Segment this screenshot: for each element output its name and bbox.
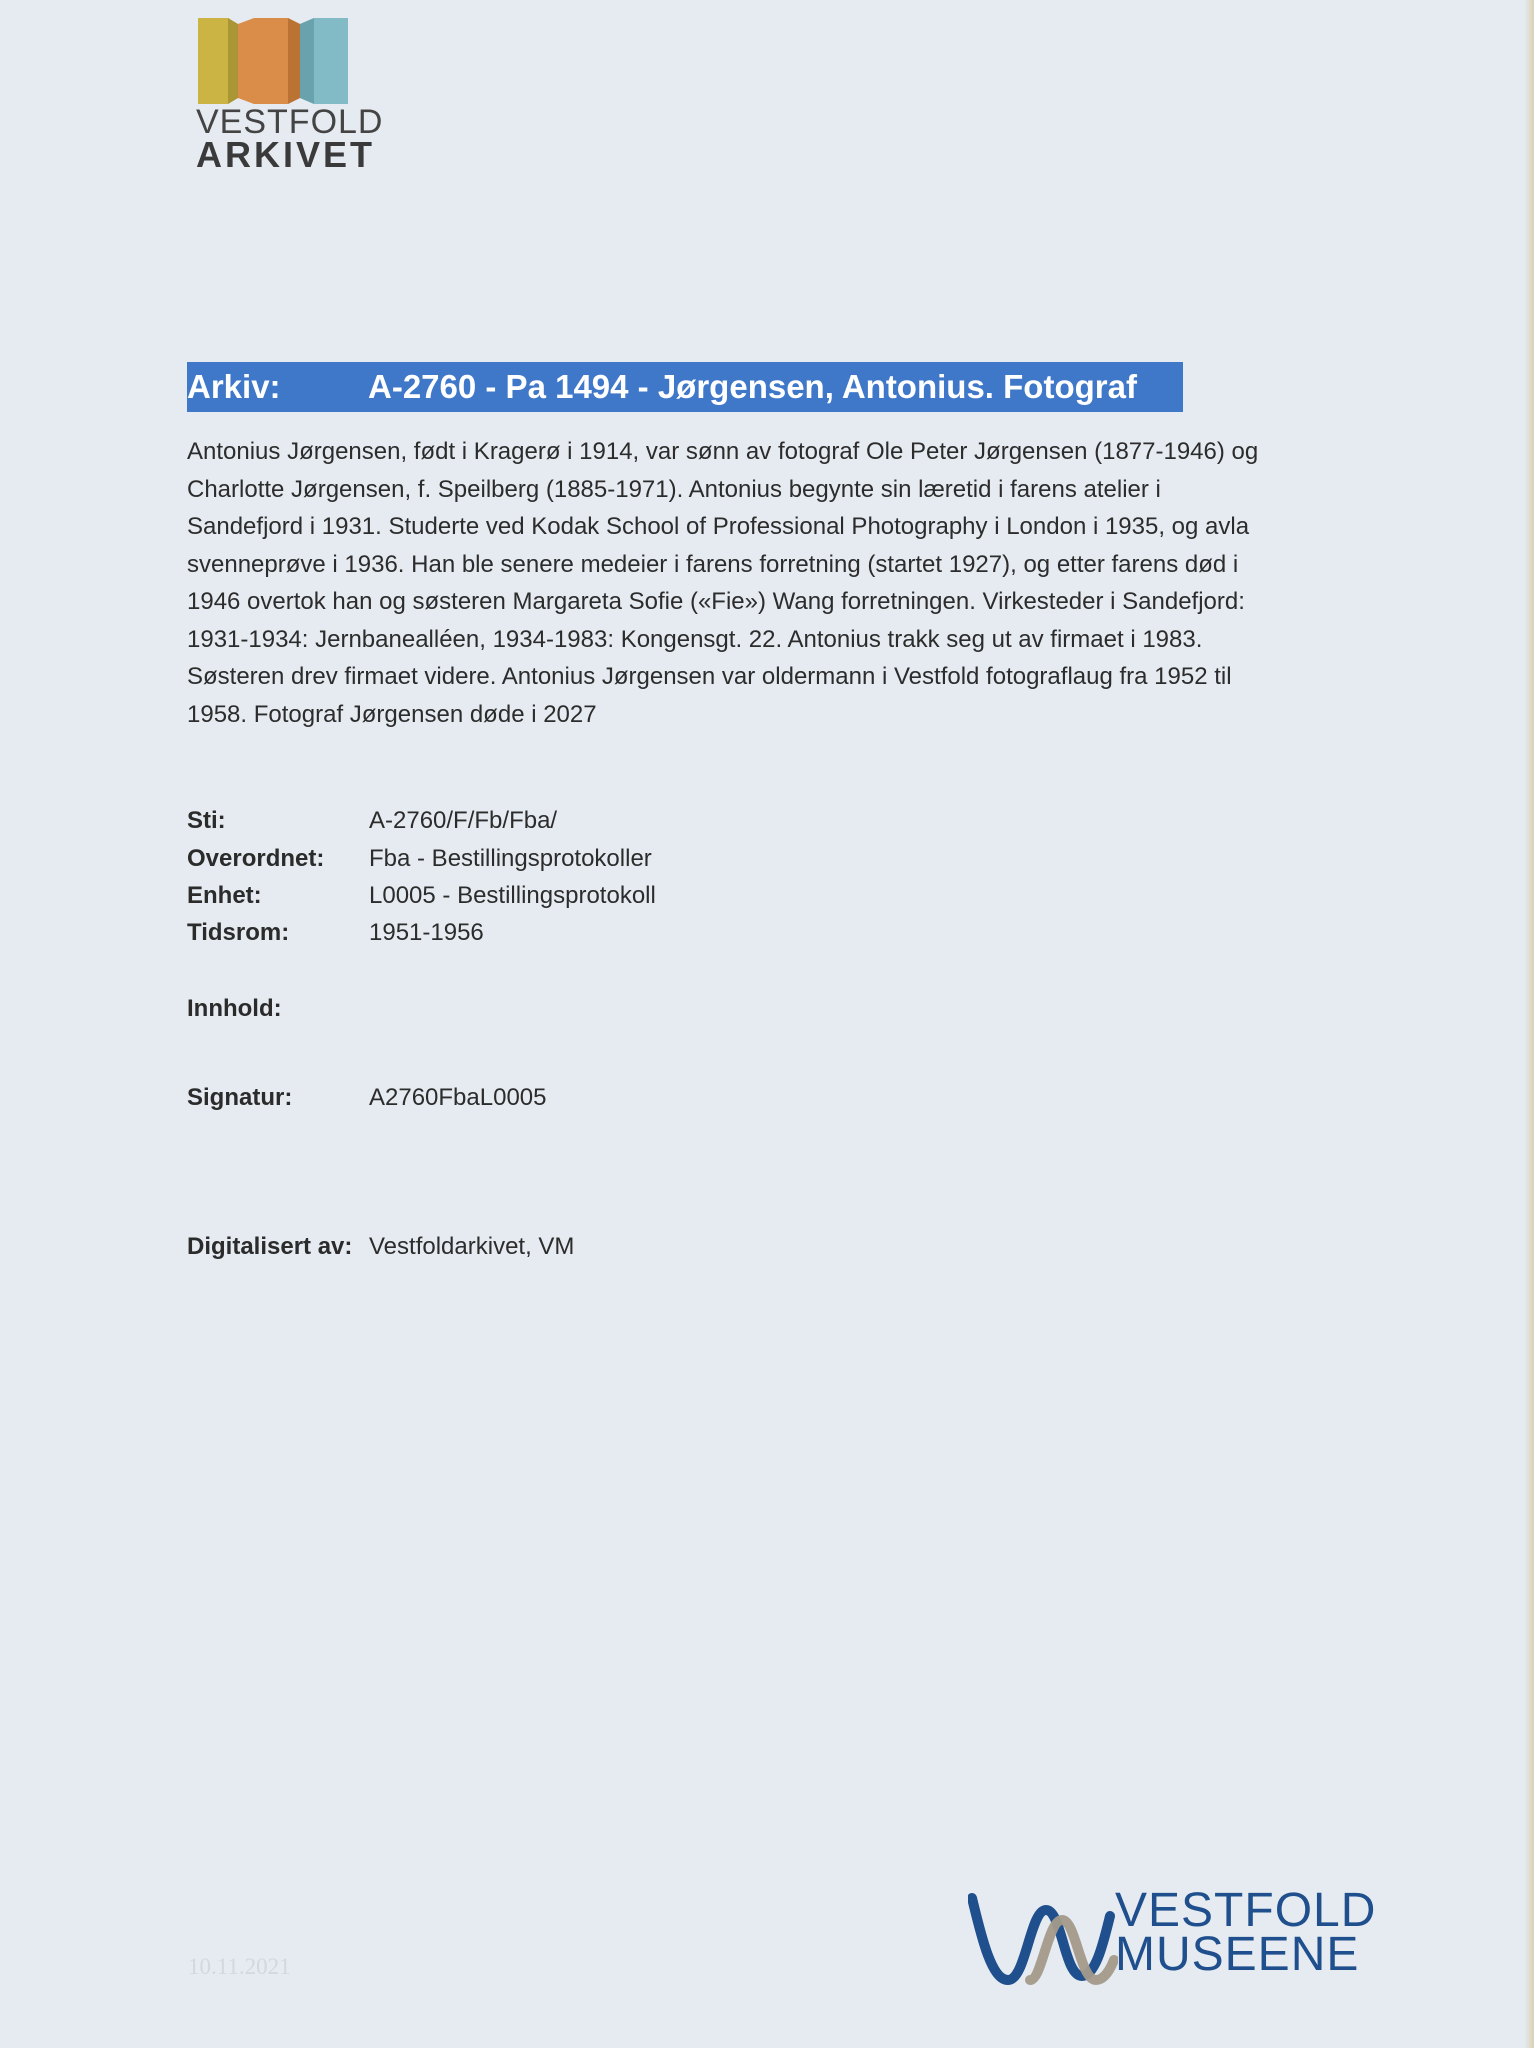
field-tidsrom-label: Tidsrom: (187, 919, 290, 946)
field-sti-value: A-2760/F/Fb/Fba/ (369, 807, 558, 834)
field-overordnet-value: Fba - Bestillingsprotokoller (369, 845, 652, 872)
field-innhold-label: Innhold: (187, 995, 282, 1022)
description-line: Sandefjord i 1931. Studerte ved Kodak School of Professional Photography i London i 1935, og avla (187, 513, 1250, 540)
field-signatur-value: A2760FbaL0005 (369, 1084, 547, 1111)
field-enhet-value: L0005 - Bestillingsprotokoll (369, 882, 656, 909)
field-digitalisert-value: Vestfoldarkivet, VM (369, 1233, 575, 1260)
archive-title-value: A-2760 - Pa 1494 - Jørgensen, Antonius. Fotograf (368, 368, 1137, 405)
arkivet-logo-mark-icon (196, 16, 356, 106)
stamp-date: 10.11.2021 (188, 1954, 291, 1979)
logo-text-vestfold: VESTFOLD (1115, 1884, 1377, 1937)
field-signatur-label: Signatur: (187, 1084, 293, 1111)
logo-text-arkivet: ARKIVET (196, 134, 376, 175)
description-line: Søsteren drev firmaet videre. Antonius Jørgensen var oldermann i Vestfold fotograflaug fra 1952 til (187, 663, 1232, 690)
field-sti-label: Sti: (187, 807, 226, 834)
description-line: 1931-1934: Jernbanealléen, 1934-1983: Kongensgt. 22. Antonius trakk seg ut av firmaet i 1983. (187, 625, 1203, 653)
vestfold-museene-logo (968, 1880, 1377, 1990)
field-digitalisert-label: Digitalisert av: (187, 1233, 353, 1260)
field-overordnet-label: Overordnet: (187, 845, 325, 872)
description-line: 1946 overtok han og søsteren Margareta Sofie («Fie») Wang forretningen. Virkesteder i Sandefjord: (187, 588, 1245, 615)
paper-edge (1524, 0, 1534, 2048)
archive-description (187, 433, 1347, 733)
archive-title-label: Arkiv: (187, 368, 281, 405)
field-tidsrom-value: 1951-1956 (369, 919, 484, 946)
description-line: 1958. Fotograf Jørgensen døde i 2027 (187, 700, 597, 728)
field-enhet-label: Enhet: (187, 882, 262, 909)
logo-text-museene: MUSEENE (1115, 1928, 1360, 1981)
description-line: Antonius Jørgensen, født i Kragerø i 1914, var sønn av fotograf Ole Peter Jørgensen (1877-1946) og (187, 438, 1259, 465)
archive-title-bar (187, 362, 1183, 412)
description-line: svenneprøve i 1936. Han ble senere medeier i farens forretning (startet 1927), og etter farens død i (187, 550, 1239, 578)
description-line: Charlotte Jørgensen, f. Speilberg (1885-1971). Antonius begynte sin læretid i farens atelier i (187, 475, 1161, 503)
museene-wave-icon (968, 1880, 1118, 1990)
vestfold-arkivet-logo (196, 16, 384, 176)
logo-text-vestfold: VESTFOLD (196, 103, 384, 141)
